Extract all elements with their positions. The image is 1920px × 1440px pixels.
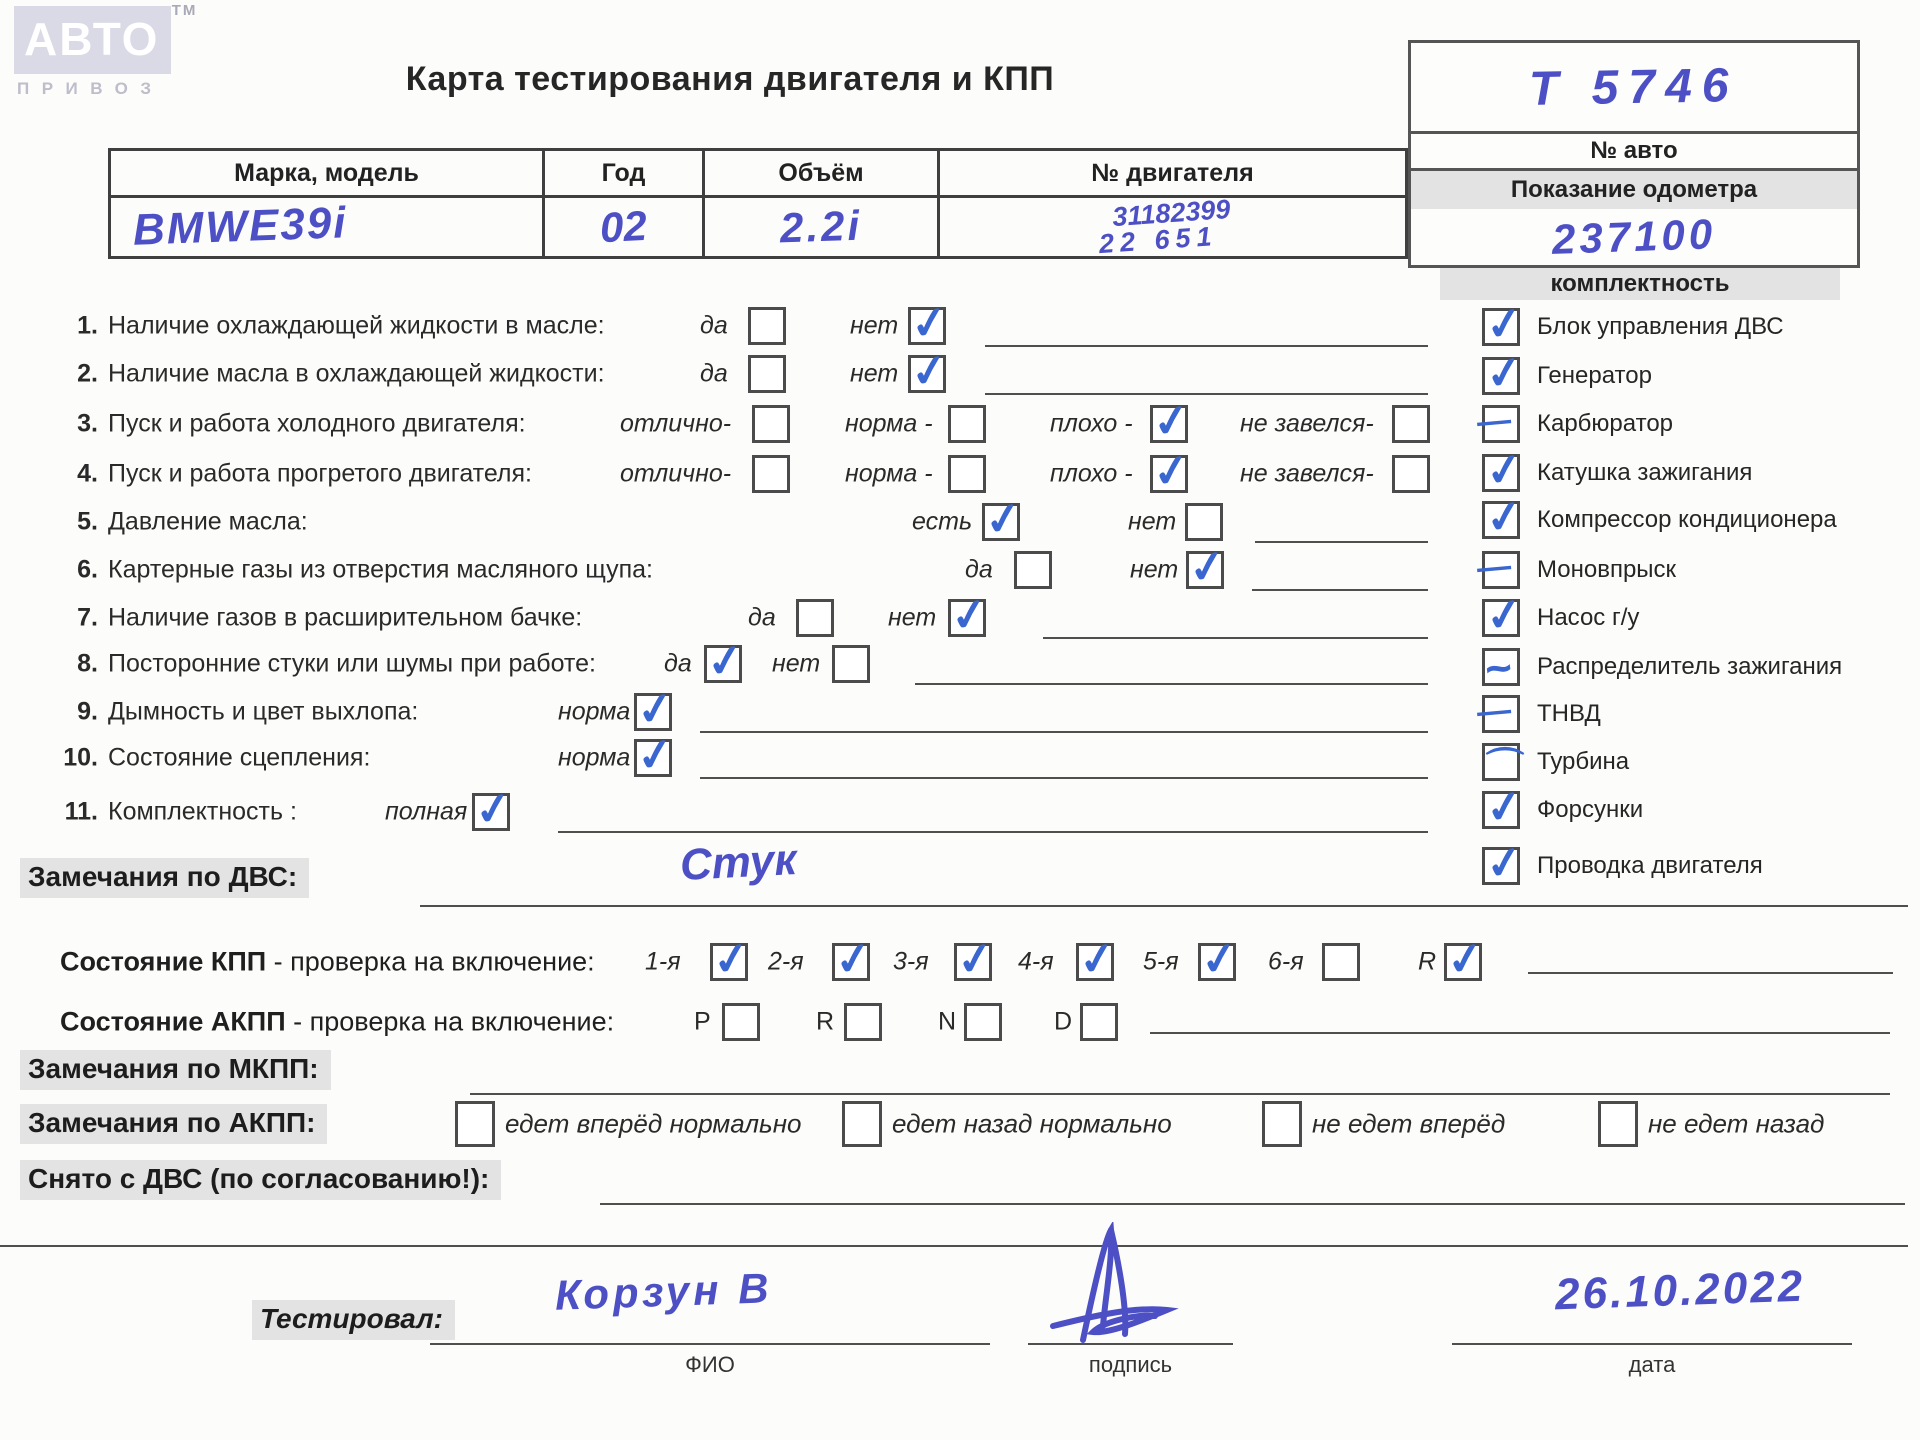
checklist-row xyxy=(0,788,1445,836)
completeness-item-label: Катушка зажигания xyxy=(1537,459,1753,486)
car-number-box xyxy=(1408,40,1860,268)
option-label: нет xyxy=(888,603,937,632)
checkbox[interactable] xyxy=(1482,551,1520,589)
position-label: D xyxy=(1054,1007,1073,1036)
gear-label: R xyxy=(1418,947,1437,976)
item-label: Состояние сцепления: xyxy=(108,743,371,772)
checkbox[interactable] xyxy=(832,943,870,981)
checkbox[interactable] xyxy=(1444,943,1482,981)
option-label: полная xyxy=(385,797,468,826)
signature-caption: подпись xyxy=(1088,1352,1173,1377)
remarks-dvs-label: Замечания по ДВС: xyxy=(20,858,309,898)
header-year: Год xyxy=(545,151,705,195)
signature xyxy=(1005,1222,1195,1350)
item-label: Наличие охлаждающей жидкости в масле: xyxy=(108,311,605,340)
item-label: Давление масла: xyxy=(108,507,308,536)
checkbox[interactable] xyxy=(748,355,786,393)
option-label: да xyxy=(700,311,728,340)
checkbox[interactable] xyxy=(1198,943,1236,981)
completeness-item xyxy=(1482,594,1639,642)
write-in-line xyxy=(470,1093,1890,1095)
item-label: Дымность и цвет выхлопа: xyxy=(108,697,419,726)
write-in-line xyxy=(600,1203,1905,1205)
item-number: 2. xyxy=(77,359,98,388)
checklist-row xyxy=(0,350,1445,398)
write-in-line xyxy=(1255,541,1428,543)
write-in-line xyxy=(1252,589,1428,591)
gear-label: 4-я xyxy=(1018,947,1054,976)
vehicle-table-values xyxy=(111,194,1405,260)
odometer-label: Показание одометра xyxy=(1411,168,1857,209)
completeness-header: комплектность xyxy=(1440,268,1840,300)
item-number: 5. xyxy=(77,507,98,536)
checkbox[interactable] xyxy=(1482,695,1520,733)
checkbox[interactable] xyxy=(1482,308,1520,346)
checkbox[interactable] xyxy=(1482,847,1520,885)
completeness-item xyxy=(1482,786,1643,834)
checkbox[interactable] xyxy=(752,455,790,493)
checkbox[interactable] xyxy=(1598,1101,1638,1147)
option-label: норма - xyxy=(845,459,933,488)
checkbox[interactable] xyxy=(832,645,870,683)
gear-label: 3-я xyxy=(893,947,929,976)
checkbox[interactable] xyxy=(1392,455,1430,493)
akpp-state-label: Состояние АКПП - проверка на включение: xyxy=(60,1006,615,1037)
tested-by-label: Тестировал: xyxy=(252,1300,455,1340)
option-label: нет xyxy=(1128,507,1177,536)
completeness-item xyxy=(1482,496,1837,544)
date-line xyxy=(1452,1343,1852,1345)
date-value: 26.10.2022 xyxy=(1554,1261,1806,1320)
checkbox[interactable] xyxy=(982,503,1020,541)
position-label: N xyxy=(938,1007,957,1036)
option-label: отлично- xyxy=(620,459,732,488)
completeness-item-label: Насос г/у xyxy=(1537,604,1640,631)
checkbox[interactable] xyxy=(1150,455,1188,493)
checkbox[interactable] xyxy=(796,599,834,637)
vehicle-table-header xyxy=(111,151,1405,198)
completeness-item xyxy=(1482,643,1842,691)
item-number: 7. xyxy=(77,603,98,632)
gear-label: 6-я xyxy=(1268,947,1304,976)
item-number: 6. xyxy=(77,555,98,584)
checklist-row xyxy=(0,734,1445,782)
option-label: не завелся- xyxy=(1240,459,1374,488)
checkbox[interactable] xyxy=(908,355,946,393)
checkbox[interactable] xyxy=(1482,454,1520,492)
tester-name-value: Корзун В xyxy=(554,1264,774,1319)
checkbox[interactable] xyxy=(1080,1003,1118,1041)
logo-subtitle: ПРИВОЗ xyxy=(17,79,164,98)
kpp-state-label: Состояние КПП - проверка на включение: xyxy=(60,946,595,977)
checkbox[interactable] xyxy=(1392,405,1430,443)
write-in-line xyxy=(985,393,1428,395)
checkbox[interactable] xyxy=(844,1003,882,1041)
completeness-item-label: Блок управления ДВС xyxy=(1537,313,1784,340)
checklist-row xyxy=(0,640,1445,688)
logo-brand: АВТО TM xyxy=(14,6,171,74)
item-label: Пуск и работа прогретого двигателя: xyxy=(108,459,532,488)
akpp-state-row xyxy=(0,998,1445,1046)
item-label: Пуск и работа холодного двигателя: xyxy=(108,409,526,438)
position-label: P xyxy=(694,1007,711,1036)
checkbox[interactable] xyxy=(1186,551,1224,589)
volume-value: 2.2i xyxy=(779,201,863,252)
item-number: 11. xyxy=(64,797,98,826)
checkbox[interactable] xyxy=(1076,943,1114,981)
remarks-mkpp-label: Замечания по МКПП: xyxy=(20,1050,331,1090)
write-in-line xyxy=(915,683,1428,685)
checkbox[interactable] xyxy=(1262,1101,1302,1147)
completeness-item xyxy=(1482,842,1763,890)
write-in-line xyxy=(700,777,1428,779)
option-label: не завелся- xyxy=(1240,409,1374,438)
option-label: норма xyxy=(558,743,631,772)
checkbox[interactable] xyxy=(1482,743,1520,781)
gear-label: 5-я xyxy=(1143,947,1179,976)
completeness-item-label: Турбина xyxy=(1537,748,1630,775)
position-label: R xyxy=(816,1007,835,1036)
write-in-line xyxy=(700,731,1428,733)
car-number-label: № авто xyxy=(1411,131,1857,168)
removed-dvs-label: Снято с ДВС (по согласованию!): xyxy=(20,1160,501,1200)
checkbox[interactable] xyxy=(948,599,986,637)
item-number: 10. xyxy=(63,743,98,772)
gear-label: 1-я xyxy=(645,947,681,976)
header-engine-number: № двигателя xyxy=(1091,158,1254,187)
akpp-option-label: не едет вперёд xyxy=(1312,1108,1506,1139)
checkbox[interactable] xyxy=(948,405,986,443)
write-in-line xyxy=(1150,1032,1890,1034)
completeness-item-label: Компрессор кондиционера xyxy=(1537,506,1837,533)
option-label: норма xyxy=(558,697,631,726)
checkbox[interactable] xyxy=(954,943,992,981)
write-in-line xyxy=(420,905,1908,907)
odometer-value: 237100 xyxy=(1551,210,1717,263)
engine-number-value: 31182399 22 651 xyxy=(1098,194,1232,260)
checkbox[interactable] xyxy=(752,405,790,443)
option-label: да xyxy=(664,649,692,678)
trademark-mark: TM xyxy=(171,2,198,19)
completeness-item xyxy=(1482,449,1752,497)
gear-label: 2-я xyxy=(768,947,804,976)
checkbox[interactable] xyxy=(1482,501,1520,539)
checkbox[interactable] xyxy=(722,1003,760,1041)
checklist-row xyxy=(0,450,1445,498)
completeness-item xyxy=(1482,352,1652,400)
remarks-dvs-value: Стук xyxy=(678,834,798,891)
option-label: нет xyxy=(1130,555,1179,584)
year-value: 02 xyxy=(598,201,649,252)
option-label: плохо - xyxy=(1050,459,1133,488)
option-label: норма - xyxy=(845,409,933,438)
item-label: Наличие газов в расширительном бачке: xyxy=(108,603,583,632)
checkbox[interactable] xyxy=(948,455,986,493)
header-volume: Объём xyxy=(705,151,940,195)
checklist-row xyxy=(0,688,1445,736)
completeness-item xyxy=(1482,400,1673,448)
checkbox[interactable] xyxy=(455,1101,495,1147)
checkbox[interactable] xyxy=(1482,791,1520,829)
checklist-row xyxy=(0,546,1445,594)
checkbox[interactable] xyxy=(842,1101,882,1147)
item-label: Наличие масла в охлаждающей жидкости: xyxy=(108,359,605,388)
remarks-akpp-row xyxy=(0,1098,1920,1150)
vehicle-table xyxy=(108,148,1408,259)
completeness-item-label: Карбюратор xyxy=(1537,410,1674,437)
option-label: нет xyxy=(772,649,821,678)
option-label: есть xyxy=(912,507,973,536)
write-in-line xyxy=(558,831,1428,833)
page-title: Карта тестирования двигателя и КПП xyxy=(405,60,1055,98)
completeness-item-label: Форсунки xyxy=(1537,796,1644,823)
section-separator xyxy=(0,1245,1908,1247)
make-model-value: BMWE39i xyxy=(132,198,349,255)
write-in-line xyxy=(1043,637,1428,639)
checkbox[interactable] xyxy=(908,307,946,345)
car-number-value: Т 5746 xyxy=(1528,58,1740,116)
option-label: да xyxy=(965,555,993,584)
checkbox[interactable] xyxy=(710,943,748,981)
checklist-row xyxy=(0,594,1445,642)
option-label: да xyxy=(748,603,776,632)
checklist-row xyxy=(0,302,1445,350)
item-label: Посторонние стуки или шумы при работе: xyxy=(108,649,596,678)
checkbox[interactable] xyxy=(704,645,742,683)
checkbox[interactable] xyxy=(1482,405,1520,443)
name-caption: ФИО xyxy=(685,1352,735,1377)
item-label: Картерные газы из отверстия масляного щупа: xyxy=(108,555,653,584)
write-in-line xyxy=(1528,972,1893,974)
item-number: 1. xyxy=(77,311,98,340)
option-label: да xyxy=(700,359,728,388)
header-make-model: Марка, модель xyxy=(111,151,545,195)
item-number: 9. xyxy=(77,697,98,726)
completeness-item xyxy=(1482,546,1676,594)
write-in-line xyxy=(985,345,1428,347)
option-label: нет xyxy=(850,359,899,388)
kpp-state-row xyxy=(0,938,1445,986)
checkbox[interactable] xyxy=(1185,503,1223,541)
akpp-option-label: не едет назад xyxy=(1648,1108,1825,1139)
completeness-item-label: Генератор xyxy=(1537,362,1652,389)
checkbox[interactable] xyxy=(748,307,786,345)
checkbox[interactable] xyxy=(1482,648,1520,686)
completeness-item-label: Моновпрыск xyxy=(1537,556,1677,583)
date-caption: дата xyxy=(1628,1352,1676,1377)
completeness-item xyxy=(1482,303,1784,351)
checkbox[interactable] xyxy=(1014,551,1052,589)
checkbox[interactable] xyxy=(1482,599,1520,637)
item-label: Комплектность : xyxy=(108,797,297,826)
option-label: плохо - xyxy=(1050,409,1133,438)
option-label: нет xyxy=(850,311,899,340)
completeness-item-label: Распределитель зажигания xyxy=(1537,653,1843,680)
name-line xyxy=(430,1343,990,1345)
item-number: 8. xyxy=(77,649,98,678)
avtoprivoz-logo xyxy=(14,2,198,99)
checkbox[interactable] xyxy=(634,693,672,731)
checklist-row xyxy=(0,400,1445,448)
item-number: 4. xyxy=(77,459,98,488)
completeness-item xyxy=(1482,738,1629,786)
checkbox[interactable] xyxy=(1150,405,1188,443)
akpp-option-label: едет назад нормально xyxy=(892,1108,1172,1139)
checklist-row xyxy=(0,498,1445,546)
completeness-item-label: ТНВД xyxy=(1537,700,1601,727)
checkbox[interactable] xyxy=(964,1003,1002,1041)
completeness-item-label: Проводка двигателя xyxy=(1537,852,1763,879)
checkbox[interactable] xyxy=(1322,943,1360,981)
completeness-item xyxy=(1482,690,1601,738)
remarks-akpp-label: Замечания по АКПП: xyxy=(20,1104,327,1144)
item-number: 3. xyxy=(77,409,98,438)
akpp-option-label: едет вперёд нормально xyxy=(505,1108,802,1139)
option-label: отлично- xyxy=(620,409,732,438)
checkbox[interactable] xyxy=(472,793,510,831)
checkbox[interactable] xyxy=(1482,357,1520,395)
checkbox[interactable] xyxy=(634,739,672,777)
